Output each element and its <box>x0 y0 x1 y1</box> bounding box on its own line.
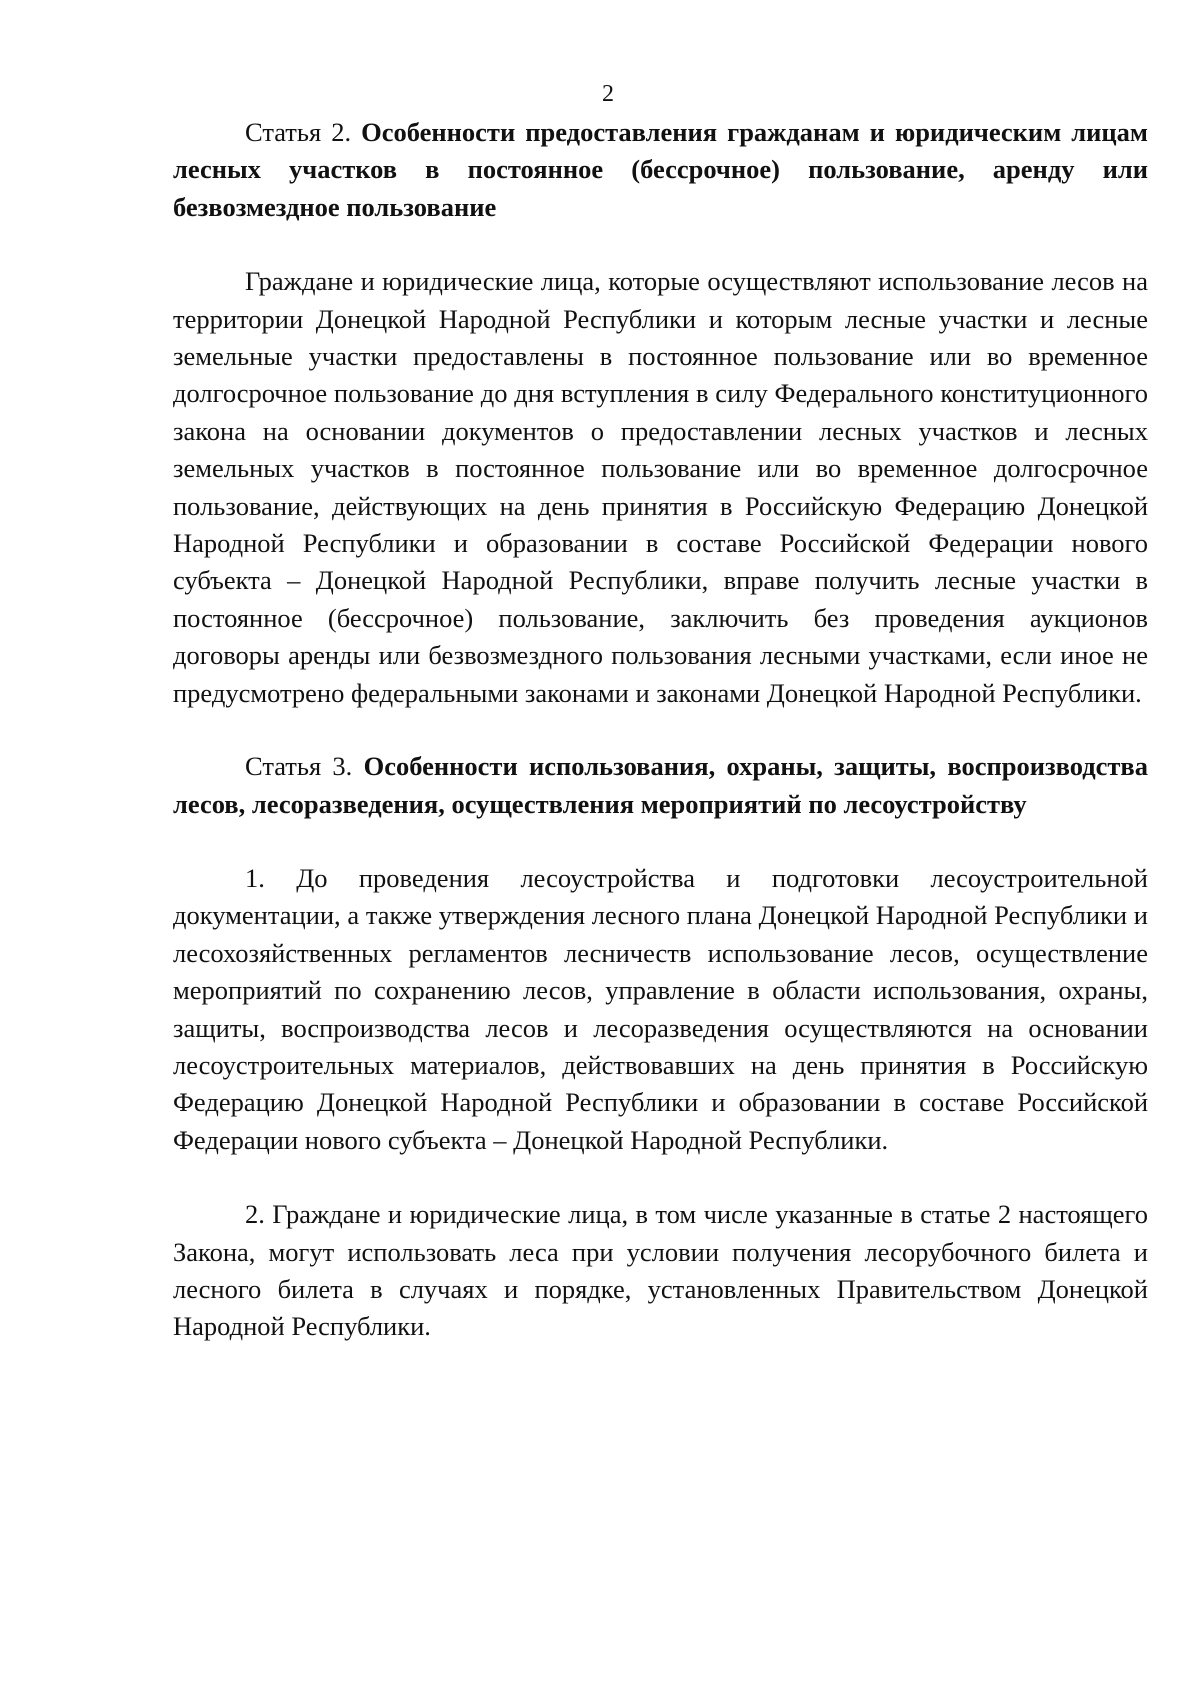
article-3-prefix: Статья 3. <box>245 751 364 782</box>
article-3-heading <box>173 748 1148 823</box>
article-3-paragraph-2: 2. Граждане и юридические лица, в том числе указанные в статье 2 настоящего Закона, могут использовать леса при условии получения лесорубочного билета и лесного билета в случаях и порядке, установленных Правительством Донецкой Народной Республики. <box>173 1199 1148 1342</box>
document-body <box>173 114 1148 1346</box>
article-3-title: Особенности использования, охраны, защиты, воспроизводства лесов, лесоразведения, осуществления мероприятий по лесоустройству <box>173 751 1148 819</box>
article-2-heading <box>173 114 1148 226</box>
article-2-title: Особенности предоставления гражданам и юридическим лицам лесных участков в постоянное (бессрочное) пользование, аренду или безвозмездное пользование <box>173 117 1148 222</box>
article-3-paragraph-1: 1. До проведения лесоустройства и подготовки лесоустроительной документации, а также утверждения лесного плана Донецкой Народной Республики и лесохозяйственных регламентов лесничеств использование лесов, осуществление мероприятий по сохранению лесов, управление в области использования, охраны, защиты, воспроизводства лесов и лесоразведения осуществляются на основании лесоустроительных материалов, действовавших на день принятия в Российскую Федерацию Донецкой Народной Республики и образовании в составе Российской Федерации нового субъекта – Донецкой Народной Республики. <box>173 862 1148 1155</box>
article-2-prefix: Статья 2. <box>245 117 362 147</box>
article-2-paragraph: Граждане и юридические лица, которые осуществляют использование лесов на территории Донецкой Народной Республики и которым лесные участки и лесные земельные участки предоставлены в постоянное пользование или во временное долгосрочное пользование до дня вступления в силу Федерального конституционного закона на основании документов о предоставлении лесных участков и лесных земельных участков в постоянное пользование или во временное долгосрочное пользование, действующих на день принятия в Российскую Федерацию Донецкой Народной Республики и образовании в составе Российской Федерации нового субъекта – Донецкой Народной Республики, вправе получить лесные участки в постоянное (бессрочное) пользование, заключить без проведения аукционов договоры аренды или безвозмездного пользования лесными участками, если иное не предусмотрено федеральными законами и законами Донецкой Народной Республики. <box>173 266 1148 708</box>
page-number: 2 <box>602 81 614 107</box>
